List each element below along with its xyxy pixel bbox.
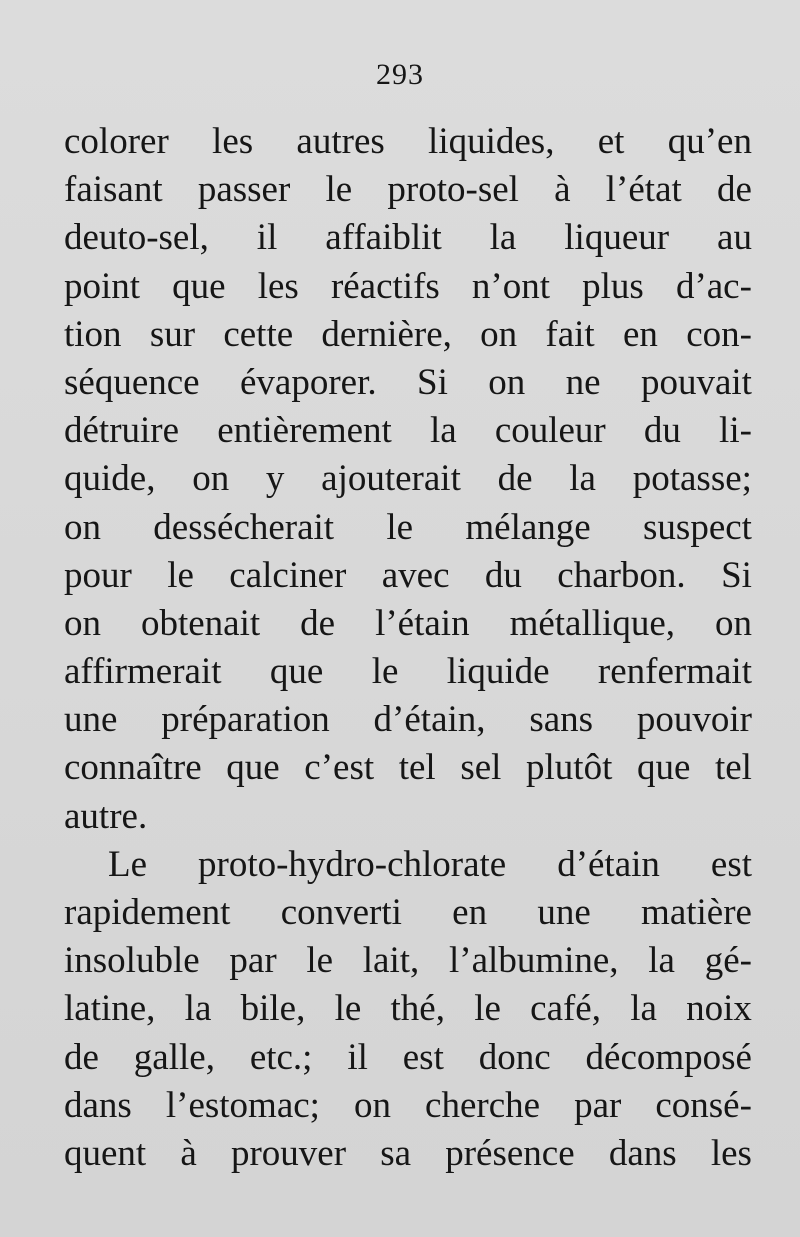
word: les [212, 121, 254, 162]
text-line [64, 648, 752, 696]
word: on [488, 361, 526, 403]
word: du [484, 554, 522, 596]
word: on [714, 602, 752, 644]
word: la [184, 988, 212, 1030]
body-text [64, 118, 752, 1178]
text-line [64, 214, 752, 262]
word: galle, [133, 1036, 215, 1078]
word: Si [721, 554, 752, 596]
word: calciner [229, 554, 347, 596]
text-line [64, 1082, 752, 1130]
word: liqueur [564, 217, 670, 259]
word: dernière, [321, 313, 452, 355]
word: de [717, 169, 752, 211]
word: donc [478, 1036, 551, 1078]
word: sur [149, 313, 196, 355]
word: latine, [64, 988, 156, 1030]
word: le [167, 554, 194, 596]
word: pouvait [640, 361, 752, 403]
text-line [64, 263, 752, 311]
word: ne [565, 361, 601, 403]
word: décomposé [585, 1036, 752, 1078]
word: cherche [425, 1084, 541, 1126]
word: sans [529, 699, 594, 741]
word: Si [417, 361, 448, 403]
word: thé, [390, 988, 445, 1030]
word: charbon. [557, 554, 686, 596]
word: que [636, 747, 691, 789]
word: liquides, [428, 121, 555, 162]
word: à [554, 169, 571, 211]
text-line [64, 600, 752, 648]
word: faisant [64, 169, 163, 211]
word: évaporer. [239, 361, 377, 403]
word: converti [280, 892, 402, 933]
word: que [269, 651, 324, 693]
word: pour [64, 554, 132, 596]
word: dans [608, 1132, 677, 1174]
word: tion [64, 313, 122, 355]
word: proto-hydro-chlorate [198, 843, 507, 885]
word: la [489, 217, 517, 259]
word: la [569, 458, 596, 500]
word: passer [197, 169, 291, 211]
word: etc.; [249, 1036, 313, 1078]
word: entièrement [217, 410, 392, 452]
text-line [64, 1130, 752, 1178]
word: potasse; [632, 458, 752, 500]
word: tel [714, 747, 752, 789]
word: mélange [465, 506, 591, 548]
text-line [64, 118, 752, 166]
word: il [256, 217, 278, 259]
word: insoluble [64, 940, 200, 982]
word: on [192, 458, 230, 500]
word: couleur [494, 410, 606, 452]
word: que [226, 747, 280, 789]
word: on [64, 506, 101, 548]
text-line [64, 841, 752, 889]
word: détruire [64, 410, 180, 452]
word: prouver [230, 1132, 347, 1174]
text-line [64, 552, 752, 600]
word: Le [108, 843, 148, 885]
word: en [622, 313, 658, 355]
text-line [64, 166, 752, 214]
word: on [354, 1084, 391, 1126]
word: affaiblit [325, 217, 442, 259]
word: la [630, 988, 657, 1030]
word: plutôt [526, 747, 613, 789]
word: quide, [64, 458, 156, 500]
word: connaître [64, 747, 202, 789]
word: cette [223, 313, 294, 355]
word: bile, [240, 988, 306, 1030]
word: le [306, 940, 334, 982]
word: pouvoir [636, 699, 752, 741]
word: préparation [161, 699, 330, 741]
word: les [257, 265, 299, 307]
word: suspect [643, 506, 752, 548]
word: matière [641, 892, 752, 933]
text-line [64, 504, 752, 552]
word: de [300, 602, 336, 644]
text-line [64, 889, 752, 937]
word: n’ont [471, 265, 551, 307]
word: c’est [304, 747, 375, 789]
word: on [64, 602, 101, 644]
word: quent [64, 1132, 147, 1174]
word: de [64, 1036, 99, 1078]
word: ajouterait [321, 458, 461, 500]
word: la [429, 410, 457, 452]
word: d’ac- [675, 265, 752, 307]
text-line [64, 359, 752, 407]
word: li- [719, 410, 752, 452]
word: le [325, 169, 353, 211]
word: que [172, 265, 226, 307]
text-line [64, 937, 752, 985]
text-line [64, 407, 752, 455]
word: présence [445, 1132, 575, 1174]
word: les [710, 1132, 752, 1174]
text-line [64, 1034, 752, 1082]
word: renfermait [597, 651, 752, 693]
word: dessécherait [153, 506, 335, 548]
word: l’état [605, 169, 682, 211]
word: on [480, 313, 518, 355]
word: séquence [64, 361, 200, 403]
word: tel [398, 747, 436, 789]
word: à [180, 1132, 197, 1174]
word: le [371, 651, 399, 693]
word: con- [686, 313, 752, 355]
word: lait, [362, 940, 420, 982]
word: au [717, 217, 752, 259]
text-line [64, 311, 752, 359]
word: par [574, 1084, 622, 1126]
word: point [64, 265, 141, 307]
word: avec [381, 554, 450, 596]
word: l’albumine, [449, 940, 619, 982]
word: café, [530, 988, 601, 1030]
word: qu’en [667, 121, 752, 162]
word: de [497, 458, 533, 500]
word: rapidement [64, 892, 231, 933]
word: deuto-sel, [64, 217, 209, 259]
word: consé- [655, 1084, 752, 1126]
word: l’estomac; [165, 1084, 320, 1126]
text-line [64, 696, 752, 744]
word: d’étain, [373, 699, 486, 741]
word: est [402, 1036, 444, 1078]
word: sel [460, 747, 502, 789]
word: gé- [704, 940, 752, 982]
word: est [710, 843, 752, 885]
word: d’étain [557, 843, 660, 885]
word: en [452, 892, 488, 933]
word: affirmerait [64, 651, 222, 693]
word: noix [686, 988, 752, 1030]
word: plus [582, 265, 644, 307]
word: par [229, 940, 277, 982]
text-line [64, 455, 752, 503]
word: dans [64, 1084, 132, 1126]
word: sa [380, 1132, 412, 1174]
text-line [64, 744, 752, 792]
word: une [64, 699, 118, 741]
word: une [537, 892, 591, 933]
text-line [64, 985, 752, 1033]
word: y [265, 458, 285, 500]
word: proto-sel [387, 169, 519, 211]
word: métallique, [509, 602, 675, 644]
word: fait [545, 313, 595, 355]
word: l’étain [375, 602, 470, 644]
word: et [597, 121, 625, 162]
word: obtenait [140, 602, 261, 644]
page-number: 293 [376, 58, 424, 91]
word: liquide [446, 651, 550, 693]
word: colorer [64, 121, 169, 162]
word: la [648, 940, 675, 982]
word: le [386, 506, 414, 548]
word: autres [296, 121, 385, 162]
word: le [474, 988, 501, 1030]
word: réactifs [330, 265, 440, 307]
text-line [64, 793, 752, 841]
word: du [643, 410, 681, 452]
word: il [347, 1036, 368, 1078]
word: le [334, 988, 362, 1030]
word: autre. [64, 795, 148, 837]
